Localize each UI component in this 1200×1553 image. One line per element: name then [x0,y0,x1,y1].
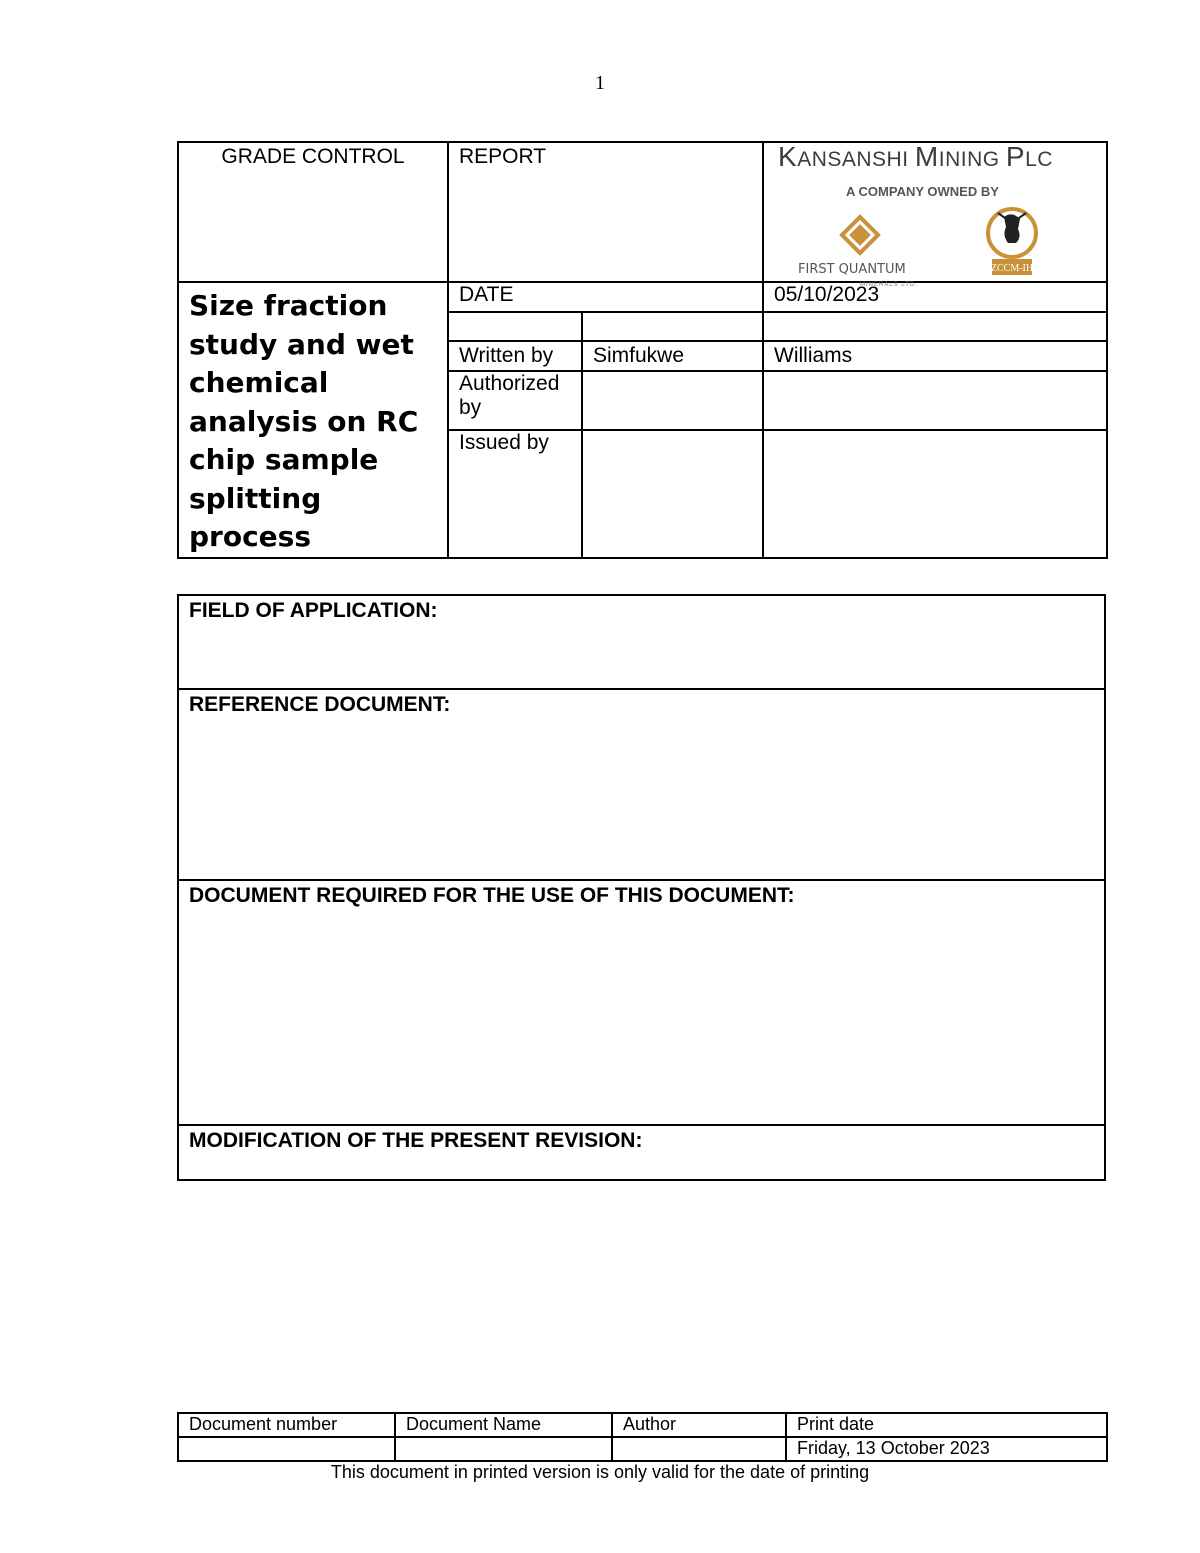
modification-heading: MODIFICATION OF THE PRESENT REVISION: [178,1125,1105,1180]
zccm-logo-icon [982,207,1042,279]
footer-value-author [612,1437,786,1461]
footer-value-document-number [178,1437,395,1461]
sections-table [177,594,1106,1181]
authorized-by-value [582,371,763,430]
blank-cell [763,312,1107,341]
footer-value-document-name [395,1437,612,1461]
first-quantum-sub-text: MINERALS LTD. [860,282,918,288]
company-name-logo: KANSANSHI MINING PLC [778,141,1053,172]
footer-header-author: Author [612,1413,786,1437]
issued-by-label: Issued by [448,430,582,558]
authorized-by-label: Authorized by [448,371,582,430]
written-by-label: Written by [448,341,582,371]
grade-control-cell: GRADE CONTROL [178,142,448,282]
document-required-heading: DOCUMENT REQUIRED FOR THE USE OF THIS DOCUMENT: [178,880,1105,1125]
footer-header-print-date: Print date [786,1413,1107,1437]
footer-table [177,1412,1108,1462]
document-title: Size fraction study and wet chemical analysis on RC chip sample splitting process [178,282,448,558]
issued-by-value-2 [763,430,1107,558]
authorized-by-value-2 [763,371,1107,430]
date-label: DATE [448,282,763,312]
footer-header-document-number: Document number [178,1413,395,1437]
svg-text:ZCCM-IH: ZCCM-IH [990,263,1034,274]
written-by-last-name: Williams [763,341,1107,371]
company-owned-by-text: A COMPANY OWNED BY [846,184,999,199]
header-table [177,141,1108,559]
page-number: 1 [595,72,605,94]
first-quantum-text: FIRST QUANTUM [798,262,906,277]
blank-cell [582,312,763,341]
report-cell: REPORT [448,142,763,282]
issued-by-value [582,430,763,558]
field-of-application-heading: FIELD OF APPLICATION: [178,595,1105,689]
blank-cell [448,312,582,341]
footer-header-document-name: Document Name [395,1413,612,1437]
reference-document-heading: REFERENCE DOCUMENT: [178,689,1105,880]
footer-value-print-date: Friday, 13 October 2023 [786,1437,1107,1461]
footer-validity-note: This document in printed version is only valid for the date of printing [330,1462,870,1482]
company-logo-cell [763,141,1107,288]
written-by-first-name: Simfukwe [582,341,763,371]
date-value: 05/10/2023 [763,282,1107,312]
